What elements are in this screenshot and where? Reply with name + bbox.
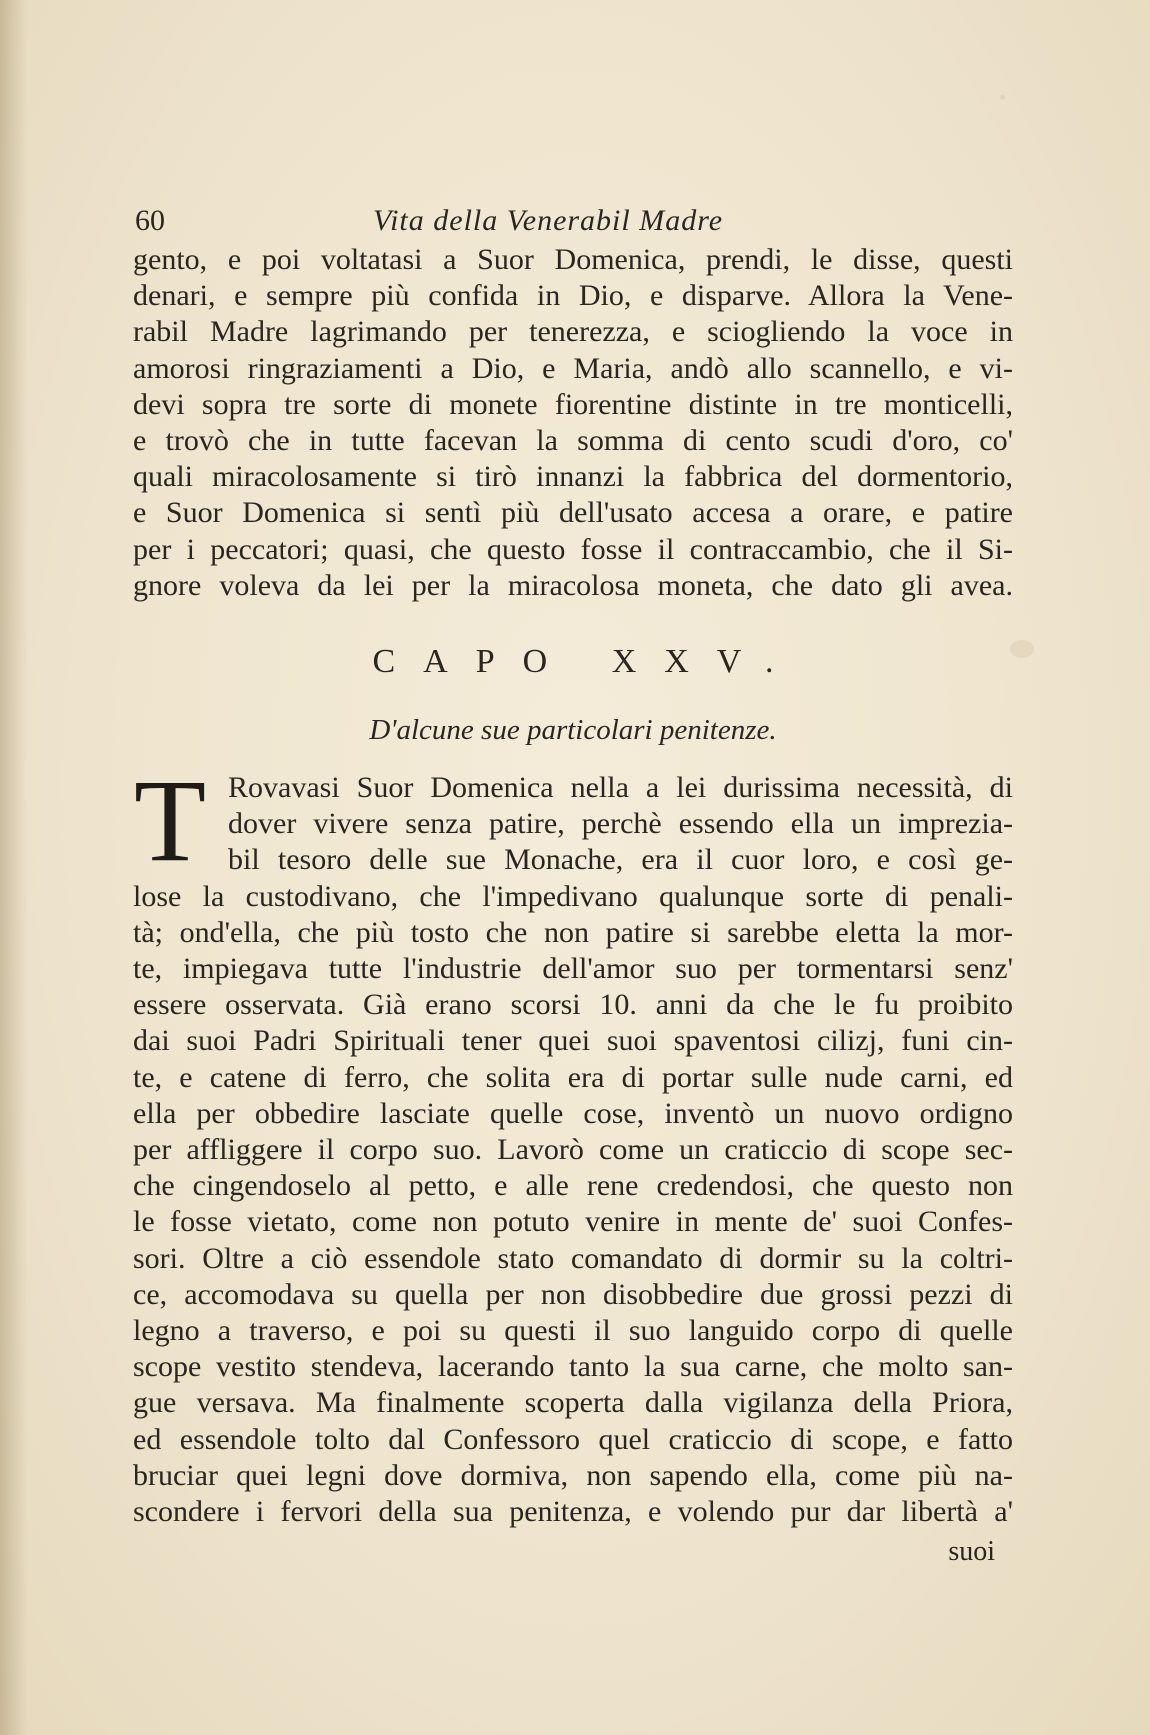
- text-line: amorosi ringraziamenti a Dio, e Maria, andò allo scannello, e vi-: [133, 351, 1013, 385]
- foxing-spot: [1000, 95, 1005, 100]
- drop-cap: T: [133, 755, 207, 887]
- text-line: tà; ond'ella, che più tosto che non patire si sarebbe eletta la mor-: [133, 915, 1013, 949]
- text-line: lose la custodivano, che l'impedivano qualunque sorte di penali-: [133, 879, 1013, 913]
- chapter-subtitle: D'alcune sue particolari penitenze.: [369, 714, 777, 747]
- text-line: devi sopra tre sorte di monete fiorentine distinte in tre monticelli,: [133, 387, 1013, 421]
- text-line: bil tesoro delle sue Monache, era il cuor loro, e così ge-: [228, 843, 1013, 877]
- paragraph-1: [133, 242, 1013, 604]
- text-line: dai suoi Padri Spirituali tener quei suoi spaventosi cilizj, funi cin-: [133, 1024, 1013, 1058]
- text-line: che cingendoselo al petto, e alle rene credendosi, che questo non: [133, 1169, 1013, 1203]
- text-line: Rovavasi Suor Domenica nella a lei durissima necessità, di: [228, 771, 1013, 805]
- text-line: ella per obbedire lasciate quelle cose, inventò un nuovo ordigno: [133, 1096, 1013, 1130]
- page-number: 60: [135, 204, 165, 237]
- text-line: gnore voleva da lei per la miracolosa moneta, che dato gli avea.: [133, 568, 1013, 602]
- running-title: Vita della Venerabil Madre: [373, 204, 724, 237]
- text-line: per i peccatori; quasi, che questo fosse il contraccambio, che il Si-: [133, 532, 1013, 566]
- text-line: rabil Madre lagrimando per tenerezza, e sciogliendo la voce in: [133, 315, 1013, 349]
- text-line: le fosse vietato, come non potuto venire in mente de' suoi Confes-: [133, 1205, 1013, 1239]
- text-line: denari, e sempre più confida in Dio, e disparve. Allora la Vene-: [133, 279, 1013, 313]
- text-line: ed essendole tolto dal Confessoro quel craticcio di scope, e fatto: [133, 1422, 1013, 1456]
- text-line: gue versava. Ma finalmente scoperta dalla vigilanza della Priora,: [133, 1386, 1013, 1420]
- paragraph-2: [133, 755, 1013, 1530]
- text-line: scondere i fervori della sua penitenza, e volendo pur dar libertà a': [133, 1495, 1013, 1529]
- chapter-title: CAPO XXV.: [372, 643, 802, 681]
- text-line: e Suor Domenica si sentì più dell'usato accesa a orare, e patire: [133, 496, 1013, 530]
- text-line: legno a traverso, e poi su questi il suo languido corpo di quelle: [133, 1314, 1013, 1348]
- foxing-spot: [1010, 640, 1034, 658]
- text-line: dover vivere senza patire, perchè essendo ella un imprezia-: [228, 807, 1013, 841]
- text-line: te, e catene di ferro, che solita era di portar sulle nude carni, ed: [133, 1060, 1013, 1094]
- catchword: suoi: [948, 1536, 995, 1568]
- text-line: e trovò che in tutte facevan la somma di cento scudi d'oro, co': [133, 424, 1013, 458]
- text-line: per affliggere il corpo suo. Lavorò come un craticcio di scope sec-: [133, 1133, 1013, 1167]
- text-line: quali miracolosamente si tirò innanzi la fabbrica del dormentorio,: [133, 460, 1013, 494]
- page-header: [133, 200, 1013, 242]
- text-line: ce, accomodava su quella per non disobbedire due grossi pezzi di: [133, 1277, 1013, 1311]
- text-line: bruciar quei legni dove dormiva, non sapendo ella, come più na-: [133, 1458, 1013, 1492]
- text-line: te, impiegava tutte l'industrie dell'amor suo per tormentarsi senz': [133, 952, 1013, 986]
- text-line: scope vestito stendeva, lacerando tanto la sua carne, che molto san-: [133, 1350, 1013, 1384]
- text-line: gento, e poi voltatasi a Suor Domenica, prendi, le disse, questi: [133, 243, 1013, 276]
- text-line: sori. Oltre a ciò essendole stato comandato di dormir su la coltri-: [133, 1241, 1013, 1275]
- page-text: [133, 200, 1013, 1568]
- text-line: essere osservata. Già erano scorsi 10. anni da che le fu proibito: [133, 988, 1013, 1022]
